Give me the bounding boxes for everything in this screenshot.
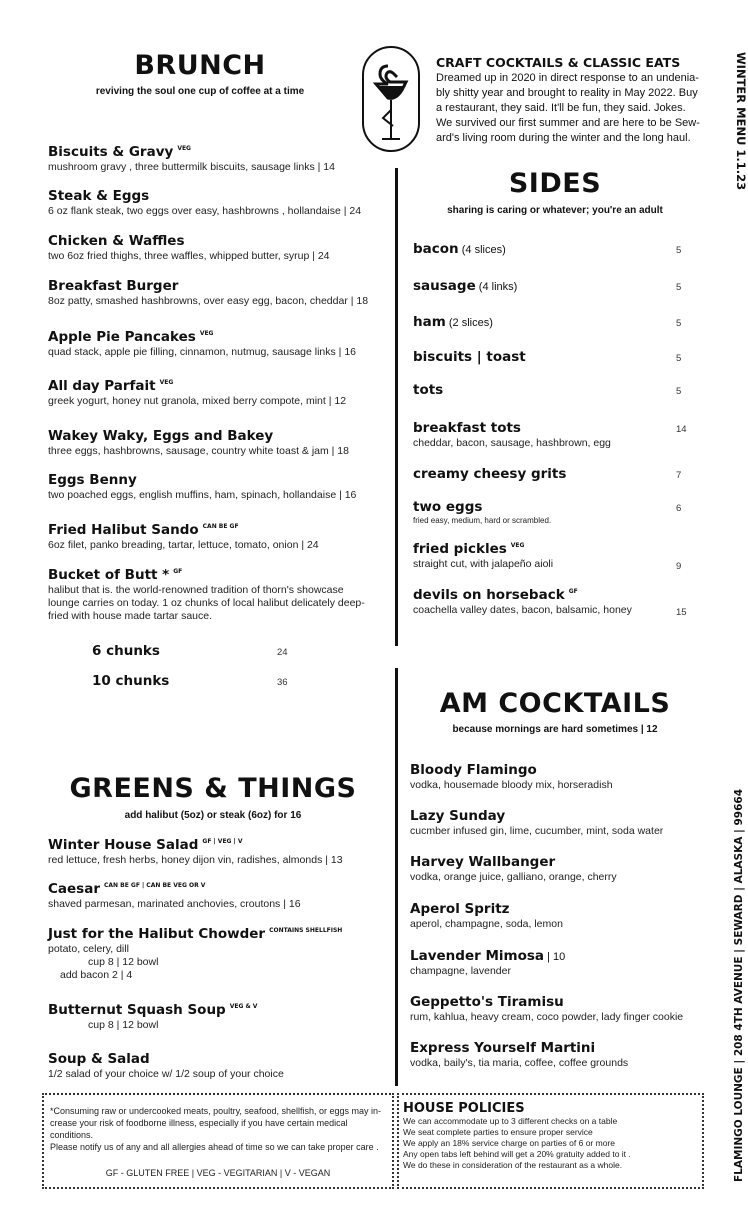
item-price: 5 (676, 386, 682, 397)
item-name (48, 428, 349, 444)
item-description: 1/2 salad of your choice w/ 1/2 soup of your choice (48, 1068, 284, 1080)
item-name-text: Express Yourself Martini (410, 1040, 596, 1056)
item-description: quad stack, apple pie filling, cinnamon, nutmug, sausage links | 16 (48, 346, 356, 358)
item-name-text: tots (413, 382, 444, 398)
item-price: 5 (676, 353, 682, 364)
policy-line: We can accommodate up to 3 different checks on a table (403, 1116, 618, 1126)
item-name-text: Apple Pie Pancakes (48, 329, 196, 345)
item-line: fried with house made tartar sauce. (48, 610, 213, 622)
item-name (410, 808, 663, 824)
item-name (48, 472, 356, 488)
flamingo-logo (362, 46, 420, 152)
menu-item (48, 837, 343, 866)
item-name (413, 420, 611, 436)
menu-item (410, 1040, 628, 1069)
diet-tag: CAN BE GF | CAN BE VEG OR V (103, 882, 206, 889)
item-name (48, 522, 319, 538)
item-description: vodka, baily's, tia maria, coffee, coffee grounds (410, 1057, 629, 1069)
menu-item (48, 278, 368, 307)
disclaimer-box (42, 1093, 394, 1189)
item-name-text: Eggs Benny (48, 472, 137, 488)
diet-legend: GF - GLUTEN FREE | VEG - VEGITARIAN | V - VEGAN (105, 1168, 331, 1178)
footer-address: FLAMINGO LOUNGE | 208 4TH AVENUE | SEWARD | ALASKA | 99664 (733, 788, 745, 1182)
diet-tag: VEG (199, 330, 214, 337)
chunk-label: 6 chunks (92, 643, 160, 659)
policy-line: We do these in consideration of the restaurant as a whole. (403, 1160, 623, 1170)
chunk-label: 10 chunks (92, 673, 170, 689)
menu-item (48, 472, 356, 501)
house-policies-box (397, 1093, 704, 1189)
item-line: add bacon 2 | 4 (60, 969, 133, 981)
policy-line: We apply an 18% service charge on parties of 6 or more (403, 1138, 615, 1148)
menu-item (413, 382, 443, 398)
item-name-text: sausage (413, 278, 476, 294)
item-name (48, 1002, 257, 1018)
item-name (48, 837, 343, 853)
header-title: CRAFT COCKTAILS & CLASSIC EATS (436, 55, 681, 70)
chunk-price: 36 (277, 677, 288, 688)
item-name-text: creamy cheesy grits (413, 466, 567, 482)
item-name (48, 188, 361, 204)
menu-item (48, 144, 335, 173)
item-description: two poached eggs, english muffins, ham, spinach, hollandaise | 16 (48, 489, 357, 501)
item-name-text: Soup & Salad (48, 1051, 150, 1067)
item-description: 6 oz flank steak, two eggs over easy, hashbrowns , hollandaise | 24 (48, 205, 362, 217)
item-name (48, 329, 356, 345)
item-name (48, 881, 301, 897)
item-name-text: breakfast tots (413, 420, 521, 436)
item-name (48, 278, 368, 294)
menu-item (410, 762, 613, 791)
item-name-text: Just for the Halibut Chowder (48, 926, 266, 942)
item-description: 6oz filet, panko breading, tartar, lettuce, tomato, onion | 24 (48, 539, 319, 551)
item-description: red lettuce, fresh herbs, honey dijon vin, radishes, almonds | 13 (48, 854, 343, 866)
item-name-text: Fried Halibut Sando (48, 522, 199, 538)
sides-subtitle: sharing is caring or whatever; you're an adult (447, 205, 663, 216)
header-blurb (436, 71, 716, 146)
item-name-text: two eggs (413, 499, 483, 515)
item-price: 5 (676, 318, 682, 329)
diet-tag: VEG & V (229, 1003, 258, 1010)
policy-line: We seat complete parties to ensure proper service (403, 1127, 593, 1137)
item-name (413, 499, 551, 515)
brunch-subtitle: reviving the soul one cup of coffee at a time (95, 86, 305, 97)
menu-item (410, 808, 663, 837)
menu-item (413, 241, 506, 257)
item-name-text: All day Parfait (48, 378, 156, 394)
item-name-text: Bloody Flamingo (410, 762, 537, 778)
item-name-text: Breakfast Burger (48, 278, 179, 294)
item-description: cheddar, bacon, sausage, hashbrown, egg (413, 437, 611, 449)
diet-tag: CAN BE GF (202, 523, 239, 530)
item-name (413, 382, 443, 398)
chunk-price: 24 (277, 647, 288, 658)
header-line: a restaurant, they said. It'll be fun, they said. Jokes. (436, 102, 686, 114)
item-price: 7 (676, 470, 682, 481)
item-description: 8oz patty, smashed hashbrowns, over easy egg, bacon, cheddar | 18 (48, 295, 369, 307)
menu-item (410, 948, 565, 977)
item-name-text: Geppetto's Tiramisu (410, 994, 564, 1010)
diet-tag: VEG (177, 145, 191, 152)
item-name (48, 567, 365, 583)
item-price: 6 (676, 503, 682, 514)
item-price: 14 (676, 424, 687, 435)
item-name (413, 314, 493, 330)
header-line: bly shitty year and brought to reality in May 2022. Buy (436, 87, 698, 99)
item-description: two 6oz fried thighs, three waffles, whipped butter, syrup | 24 (48, 250, 330, 262)
item-name (48, 926, 342, 942)
cocktails-subtitle: because mornings are hard sometimes | 12 (452, 724, 658, 735)
diet-tag: GF (173, 568, 183, 575)
disclaimer-line: crease your risk of foodborne illness, especially if you have certain medical conditions. (50, 1118, 348, 1140)
item-name-text: Caesar (48, 881, 100, 897)
disclaimer-line: Please notify us of any and all allergies ahead of time so we can take proper care . (50, 1142, 379, 1152)
menu-item (48, 1051, 284, 1080)
item-name (48, 378, 346, 394)
item-name-text: Butternut Squash Soup (48, 1002, 226, 1018)
menu-item (48, 329, 356, 358)
item-name (48, 233, 330, 249)
item-name (413, 278, 517, 294)
item-line: cup 8 | 12 bowl (88, 1019, 159, 1031)
item-name-text: devils on horseback (413, 587, 565, 603)
item-description: straight cut, with jalapeño aioli (413, 558, 554, 570)
menu-item (413, 587, 632, 616)
item-name (48, 1051, 284, 1067)
item-name-text: Aperol Spritz (410, 901, 510, 917)
item-name (410, 1040, 628, 1056)
item-description: rum, kahlua, heavy cream, coco powder, lady finger cookie (410, 1011, 684, 1023)
item-name-text: fried pickles (413, 541, 507, 557)
menu-item (48, 378, 346, 407)
item-name (413, 587, 632, 603)
item-name (413, 241, 506, 257)
item-qualifier: (2 slices) (445, 317, 493, 329)
item-price: 9 (676, 561, 682, 572)
item-name-text: Winter House Salad (48, 837, 199, 853)
menu-item (48, 522, 319, 551)
menu-item (48, 428, 349, 457)
item-description: champagne, lavender (410, 965, 511, 977)
diet-tag: GF (568, 588, 578, 595)
sides-title: SIDES (508, 168, 602, 199)
diet-tag: CONTAINS SHELLFISH (269, 927, 343, 934)
diet-tag: VEG (159, 379, 174, 386)
item-name-text: Wakey Waky, Eggs and Bakey (48, 428, 274, 444)
cocktails-title: AM COCKTAILS (439, 688, 671, 719)
item-price: 15 (676, 607, 687, 618)
item-name (410, 901, 563, 917)
item-description: three eggs, hashbrowns, sausage, country white toast & jam | 18 (48, 445, 349, 457)
menu-item (413, 541, 553, 570)
item-name (410, 762, 613, 778)
item-name (413, 466, 566, 482)
menu-item (413, 499, 551, 525)
item-description: aperol, champagne, soda, lemon (410, 918, 563, 930)
item-name-text: biscuits | toast (413, 349, 526, 365)
menu-item (48, 881, 301, 910)
item-qualifier: | 10 (544, 951, 566, 963)
item-name (410, 948, 565, 964)
menu-item (413, 420, 611, 449)
menu-item (48, 233, 330, 262)
item-description: vodka, orange juice, galliano, orange, cherry (410, 871, 617, 883)
diet-tag: VEG (510, 542, 525, 549)
menu-item (413, 314, 493, 330)
menu-item (410, 994, 683, 1023)
item-name-text: Lazy Sunday (410, 808, 506, 824)
menu-item (413, 278, 517, 294)
item-name-text: Bucket of Butt * (48, 567, 170, 583)
item-description: greek yogurt, honey nut granola, mixed berry compote, mint | 12 (48, 395, 347, 407)
item-name-text: Chicken & Waffles (48, 233, 185, 249)
item-description: shaved parmesan, marinated anchovies, croutons | 16 (48, 898, 301, 910)
menu-item (413, 466, 566, 482)
menu-item (48, 567, 365, 622)
item-price: 5 (676, 282, 682, 293)
flamingo-icon (364, 48, 418, 150)
menu-item (48, 188, 361, 217)
header-line: We survived our first summer and are here to be Sew- (436, 117, 700, 129)
brunch-title: BRUNCH (134, 50, 266, 81)
item-qualifier: (4 links) (475, 281, 518, 293)
item-description: vodka, housemade bloody mix, horseradish (410, 779, 613, 791)
column-divider (395, 168, 398, 646)
header-line: ard's living room during the winter and the long haul. (436, 132, 691, 144)
column-divider (395, 668, 398, 1086)
item-description: mushroom gravy , three buttermilk biscuits, sausage links | 14 (48, 161, 335, 173)
item-price: 5 (676, 245, 682, 256)
house-policies-title: HOUSE POLICIES (403, 1101, 525, 1116)
item-note: fried easy, medium, hard or scrambled. (413, 516, 552, 525)
item-name-text: Steak & Eggs (48, 188, 150, 204)
diet-tag: GF | VEG | V (202, 838, 243, 845)
house-policies-list (403, 1116, 698, 1171)
item-name-text: bacon (413, 241, 459, 257)
item-qualifier: (4 slices) (458, 244, 506, 256)
item-line: cup 8 | 12 bowl (88, 956, 159, 968)
policy-line: Any open tabs left behind will get a 20% gratuity added to it . (403, 1149, 631, 1159)
menu-item (410, 901, 563, 930)
item-name-text: Harvey Wallbanger (410, 854, 556, 870)
item-line: lounge carries on today. 1 oz chunks of local halibut delicately deep- (48, 597, 365, 609)
item-description: potato, celery, dill (48, 943, 129, 955)
menu-item (410, 854, 617, 883)
menu-version-label: WINTER MENU 1.1.23 (734, 52, 748, 191)
header-line: Dreamed up in 2020 in direct response to an undenia- (436, 72, 699, 84)
item-name-text: Biscuits & Gravy (48, 144, 174, 160)
item-name (410, 994, 683, 1010)
item-line: halibut that is. the world-renowned tradition of thorn's showcase (48, 584, 344, 596)
menu-item (48, 1002, 257, 1031)
disclaimer-line: *Consuming raw or undercooked meats, poultry, seafood, shellfish, or eggs may in- (50, 1106, 381, 1116)
item-name (413, 349, 526, 365)
item-name-text: ham (413, 314, 446, 330)
item-description: cucmber infused gin, lime, cucumber, mint, soda water (410, 825, 664, 837)
greens-subtitle: add halibut (5oz) or steak (6oz) for 16 (124, 810, 302, 821)
menu-item (48, 926, 342, 981)
item-name (48, 144, 335, 160)
item-name-text: Lavender Mimosa (410, 948, 545, 964)
menu-item (413, 349, 526, 365)
disclaimer-text (50, 1105, 386, 1153)
item-name (413, 541, 553, 557)
item-description: coachella valley dates, bacon, balsamic, honey (413, 604, 632, 616)
item-name (410, 854, 617, 870)
greens-title: GREENS & THINGS (69, 773, 357, 804)
